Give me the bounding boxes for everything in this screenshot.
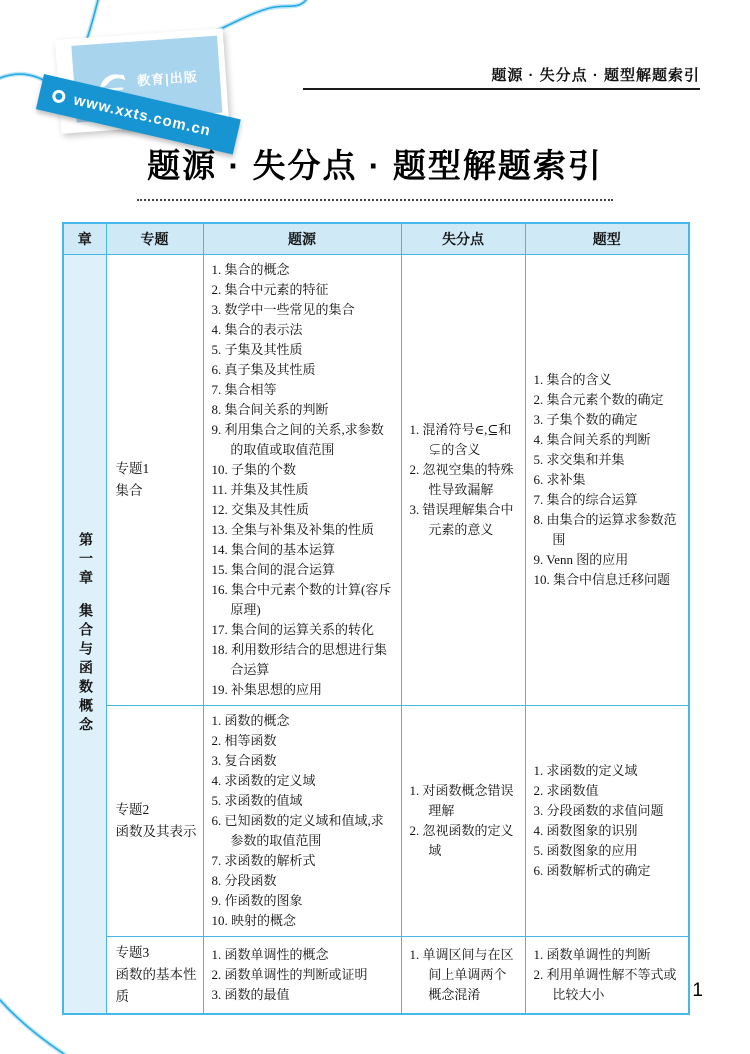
pitfall-cell [401, 706, 525, 937]
list-item: 3. 子集个数的确定 [533, 412, 638, 427]
list-item: 3. 函数的最值 [211, 987, 290, 1002]
list-item: 7. 求函数的解析式 [211, 853, 316, 868]
list-item: 2. 利用单调性解不等式或比较大小 [533, 967, 677, 1002]
list-item: 1. 集合的含义 [533, 372, 612, 387]
topic-name: 集合 [115, 483, 143, 498]
pitfall-list [408, 420, 519, 540]
type-cell [525, 706, 689, 937]
list-item: 1. 对函数概念错误理解 [409, 783, 514, 818]
list-item: 8. 分段函数 [211, 873, 277, 888]
list-item: 4. 集合的表示法 [211, 322, 303, 337]
list-item: 5. 求函数的值域 [211, 793, 303, 808]
source-list [210, 260, 395, 700]
list-item: 2. 忽视函数的定义域 [409, 823, 514, 858]
source-cell [203, 937, 401, 1015]
list-item: 2. 集合中元素的特征 [211, 282, 329, 297]
topic-cell [106, 255, 203, 706]
list-item: 9. 利用集合之间的关系,求参数的取值或取值范围 [211, 422, 384, 457]
chapter-name: 集合与函数概念 [78, 603, 94, 736]
chapter-volume: 第一章 [78, 532, 94, 589]
column-header-source: 题源 [203, 223, 401, 255]
tag-hole-icon [51, 88, 67, 104]
list-item: 11. 并集及其性质 [211, 482, 309, 497]
source-cell [203, 706, 401, 937]
list-item: 6. 函数解析式的确定 [533, 863, 651, 878]
list-item: 2. 函数单调性的判断或证明 [211, 967, 368, 982]
list-item: 1. 函数单调性的判断 [533, 947, 651, 962]
list-item: 2. 忽视空集的特殊性导致漏解 [409, 462, 514, 497]
list-item: 2. 集合元素个数的确定 [533, 392, 664, 407]
column-header-pitfall: 失分点 [401, 223, 525, 255]
list-item: 6. 真子集及其性质 [211, 362, 316, 377]
list-item: 15. 集合间的混合运算 [211, 562, 336, 577]
page-title [0, 140, 750, 201]
list-item: 3. 数学中一些常见的集合 [211, 302, 355, 317]
site-url-label: www.xxts.com.cn [72, 91, 213, 140]
pitfall-list [408, 945, 519, 1005]
list-item: 5. 函数图象的应用 [533, 843, 638, 858]
chapter-cell [63, 255, 106, 1015]
topic-cell [106, 937, 203, 1015]
publisher-brand-label: 教育|出版 [136, 69, 199, 89]
list-item: 1. 函数的概念 [211, 713, 290, 728]
running-head: 题源 · 失分点 · 题型解题索引 [491, 67, 700, 84]
column-header-type: 题型 [525, 223, 689, 255]
list-item: 8. 集合间关系的判断 [211, 402, 329, 417]
list-item: 10. 映射的概念 [211, 913, 297, 928]
list-item: 3. 错误理解集合中元素的意义 [409, 502, 514, 537]
pitfall-cell [401, 937, 525, 1015]
list-item: 7. 集合的综合运算 [533, 492, 638, 507]
list-item: 1. 函数单调性的概念 [211, 947, 329, 962]
list-item: 18. 利用数形结合的思想进行集合运算 [211, 642, 388, 677]
pitfall-cell [401, 255, 525, 706]
list-item: 5. 求交集和并集 [533, 452, 625, 467]
source-list [210, 711, 395, 931]
list-item: 8. 由集合的运算求参数范围 [533, 512, 677, 547]
table-row [63, 706, 689, 937]
page-number: 1 [692, 980, 703, 1001]
type-list [532, 370, 683, 590]
type-cell [525, 255, 689, 706]
type-list [532, 761, 683, 881]
table-row [63, 937, 689, 1015]
table-row [63, 255, 689, 706]
list-item: 4. 函数图象的识别 [533, 823, 638, 838]
source-list [210, 945, 395, 1005]
list-item: 5. 子集及其性质 [211, 342, 303, 357]
list-item: 13. 全集与补集及补集的性质 [211, 522, 375, 537]
list-item: 16. 集合中元素个数的计算(容斥原理) [211, 582, 392, 617]
column-header-chapter: 章 [63, 223, 106, 255]
list-item: 4. 求函数的定义域 [211, 773, 316, 788]
list-item: 6. 求补集 [533, 472, 586, 487]
type-cell [525, 937, 689, 1015]
list-item: 7. 集合相等 [211, 382, 277, 397]
table-header-row [63, 223, 689, 255]
list-item: 2. 求函数值 [533, 783, 599, 798]
list-item: 1. 求函数的定义域 [533, 763, 638, 778]
list-item: 1. 单调区间与在区间上单调两个概念混淆 [409, 947, 514, 1002]
index-table [62, 222, 690, 1015]
list-item: 10. 子集的个数 [211, 462, 297, 477]
topic-name: 函数及其表示 [115, 824, 197, 839]
list-item: 10. 集合中信息迁移问题 [533, 572, 671, 587]
list-item: 17. 集合间的运算关系的转化 [211, 622, 375, 637]
list-item: 3. 复合函数 [211, 753, 277, 768]
type-list [532, 945, 683, 1005]
list-item: 9. Venn 图的应用 [533, 552, 629, 567]
list-item: 19. 补集思想的应用 [211, 682, 323, 697]
list-item: 3. 分段函数的求值问题 [533, 803, 664, 818]
topic-label: 专题2 [115, 802, 150, 817]
running-head-rule [303, 88, 700, 90]
topic-label: 专题1 [115, 461, 150, 476]
list-item: 14. 集合间的基本运算 [211, 542, 336, 557]
topic-cell [106, 706, 203, 937]
page-title-text: 题源 · 失分点 · 题型解题索引 [137, 140, 613, 201]
list-item: 2. 相等函数 [211, 733, 277, 748]
topic-label: 专题3 [115, 945, 150, 960]
source-cell [203, 255, 401, 706]
column-header-topic: 专题 [106, 223, 203, 255]
list-item: 12. 交集及其性质 [211, 502, 310, 517]
list-item: 1. 混淆符号∈,⊆和⊊的含义 [409, 422, 512, 457]
pitfall-list [408, 781, 519, 861]
list-item: 6. 已知函数的定义域和值域,求参数的取值范围 [211, 813, 384, 848]
list-item: 9. 作函数的图象 [211, 893, 303, 908]
list-item: 4. 集合间关系的判断 [533, 432, 651, 447]
list-item: 1. 集合的概念 [211, 262, 290, 277]
chapter-vertical-label [64, 532, 107, 736]
topic-name: 函数的基本性质 [115, 967, 197, 1004]
